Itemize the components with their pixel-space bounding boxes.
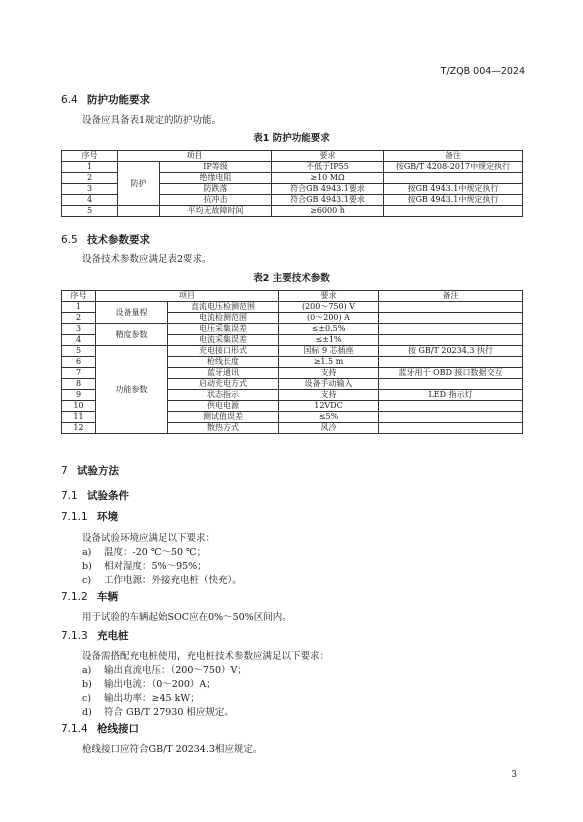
table2-header-req: 要求: [279, 291, 379, 302]
table-row: 4 抗冲击 符合GB 4943.1要求 按GB 4943.1中规定执行: [62, 195, 523, 206]
table2-header-item: 项目: [96, 291, 279, 302]
table-row: 4 电流采集误差 ≤±1%: [62, 335, 523, 346]
section-7-1-1-heading: 7.1.1 环境: [61, 511, 118, 523]
table1-protection: [61, 150, 523, 217]
table-row: 3 防跌落 符合GB 4943.1要求 按GB 4943.1中规定执行: [62, 184, 523, 195]
list-item: c) 输出功率：≥45 kW；: [82, 693, 200, 704]
table1-header-note: 备注: [384, 151, 523, 162]
section-7-1-3-heading: 7.1.3 充电桩: [61, 630, 129, 642]
table1-header-row: [62, 151, 523, 162]
table1-header-item: 项目: [118, 151, 272, 162]
table-row: 1 防护 IP等级 不低于IP55 按GB/T 4208-2017中规定执行: [62, 162, 523, 173]
section-7-1-4-heading: 7.1.4 枪线接口: [61, 723, 139, 735]
table-row: 2 绝缘电阻 ≥10 MΩ: [62, 173, 523, 184]
table-row: 2 电流检测范围 (0～200) A: [62, 313, 523, 324]
table-row: 1 设备量程 直流电压检测范围 (200～750) V: [62, 302, 523, 313]
table2-header-row: [62, 291, 523, 302]
section-7-1-2-text: 用于试验的车辆起始SOC应在0%～50%区间内。: [82, 612, 292, 623]
table-row: 7 蓝牙通讯 支持 蓝牙用于 OBD 接口数据交互: [62, 368, 523, 379]
table1-group-protection: 防护: [118, 162, 160, 206]
table-row: 9 状态指示 支持 LED 指示灯: [62, 390, 523, 401]
page-number: 3: [511, 770, 517, 780]
table-row: 6 枪线长度 ≥1.5 m: [62, 357, 523, 368]
table1-caption: 表1 防护功能要求: [253, 133, 330, 144]
table2-group-range: 设备量程: [96, 302, 168, 324]
table-row: 5 平均无故障时间 ≥6000 h: [62, 206, 523, 217]
section-7-1-2-heading: 7.1.2 车辆: [61, 591, 118, 603]
table-row: 11 测试值误差 ≤5%: [62, 412, 523, 423]
table-row: 3 精度参数 电压采集误差 ≤±0.5%: [62, 324, 523, 335]
table2-group-accuracy: 精度参数: [96, 324, 168, 346]
table-row: 12 散热方式 风冷: [62, 423, 523, 434]
table1-header-req: 要求: [272, 151, 384, 162]
list-item: b) 输出电流：（0～200）A；: [82, 679, 216, 690]
list-item: b) 相对湿度：5%～95%；: [82, 561, 207, 572]
table-row: 8 启动充电方式 设备手动输入: [62, 379, 523, 390]
table2-group-function: 功能参数: [96, 346, 168, 434]
section-6-4-text: 设备应具备表1规定的防护功能。: [82, 115, 222, 126]
list-item: d) 符合 GB/T 27930 相应规定。: [82, 707, 234, 718]
table2-caption: 表2 主要技术参数: [253, 273, 330, 284]
section-7-1-4-text: 枪线接口应符合GB/T 20234.3相应规定。: [82, 744, 263, 755]
table-row: 10 供电电源 12VDC: [62, 401, 523, 412]
section-7-1-heading: 7.1 试验条件: [61, 490, 129, 502]
document-id: T/ZQB 004—2024: [440, 66, 525, 77]
list-item: a) 输出直流电压：（200～750）V；: [82, 665, 247, 676]
table2-header-note: 备注: [379, 291, 523, 302]
list-item: c) 工作电源：外接充电桩（快充）。: [82, 575, 242, 586]
table2-header-no: 序号: [62, 291, 96, 302]
section-6-5-text: 设备技术参数应满足表2要求。: [82, 254, 212, 265]
section-6-4-heading: 6.4 防护功能要求: [61, 94, 150, 106]
section-7-1-1-text: 设备试验环境应满足以下要求：: [82, 533, 216, 544]
table2-tech-params: [61, 290, 523, 434]
section-7-1-3-text: 设备需搭配充电桩使用，充电桩技术参数应满足以下要求：: [82, 651, 330, 662]
table1-header-no: 序号: [62, 151, 118, 162]
section-7-heading: 7 试验方法: [61, 465, 119, 477]
section-6-5-heading: 6.5 技术参数要求: [61, 234, 150, 246]
list-item: a) 温度：-20 ℃～50 ℃；: [82, 547, 207, 558]
table-row: 5 功能参数 充电接口形式 国标 9 芯插座 按 GB/T 20234.3 执行: [62, 346, 523, 357]
